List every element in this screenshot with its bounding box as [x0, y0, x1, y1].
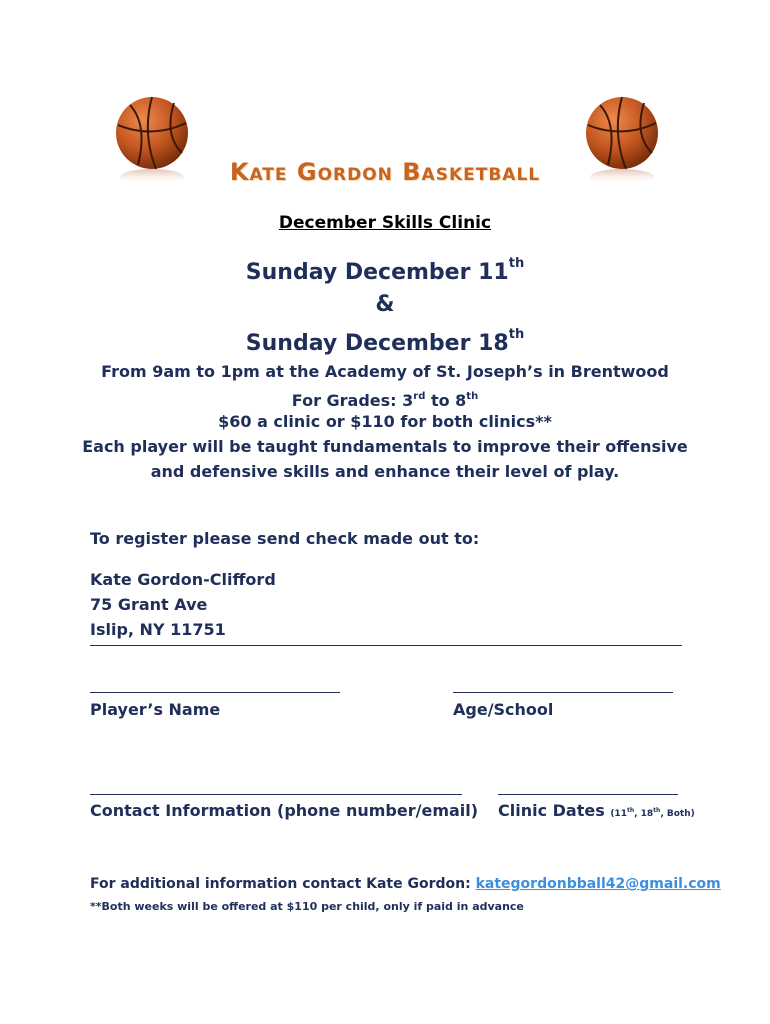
clinic-dates-label: Clinic Dates (11th, 18th, Both) — [498, 801, 695, 820]
contact-info-line[interactable] — [90, 794, 462, 795]
second-date: Sunday December 18th — [245, 327, 525, 356]
payee-street: 75 Grant Ave — [90, 595, 208, 614]
payee-name: Kate Gordon-Clifford — [90, 570, 276, 589]
additional-info: For additional information contact Kate Gordon: kategordonbball42@gmail.com — [90, 876, 721, 892]
payee-city: Islip, NY 11751 — [90, 620, 226, 639]
address-divider — [90, 645, 682, 646]
age-school-label: Age/School — [453, 700, 554, 719]
time-location: From 9am to 1pm at the Academy of St. Joseph’s in Brentwood — [101, 362, 669, 381]
clinic-subtitle: December Skills Clinic — [278, 213, 492, 233]
clinic-dates-options: (11th, 18th, Both) — [610, 807, 695, 819]
flyer-title: Kate Gordon Basketball — [229, 158, 541, 186]
contact-info-label: Contact Information (phone number/email) — [90, 801, 479, 820]
price-line: $60 a clinic or $110 for both clinics** — [218, 412, 552, 431]
date-ampersand: & — [375, 292, 395, 317]
description-line-2: and defensive skills and enhance their level of play. — [150, 462, 620, 481]
clinic-dates-line[interactable] — [498, 794, 678, 795]
player-name-line[interactable] — [90, 692, 340, 693]
footnote: **Both weeks will be offered at $110 per child, only if paid in advance — [90, 900, 524, 913]
first-date: Sunday December 11th — [245, 256, 525, 285]
player-name-label: Player’s Name — [90, 700, 221, 719]
email-link[interactable]: kategordonbball42@gmail.com — [475, 876, 721, 892]
grades-line: For Grades: 3rd to 8th — [291, 391, 479, 410]
register-instruction: To register please send check made out to: — [90, 529, 480, 548]
description-line-1: Each player will be taught fundamentals to improve their offensive — [82, 437, 688, 456]
age-school-line[interactable] — [453, 692, 673, 693]
